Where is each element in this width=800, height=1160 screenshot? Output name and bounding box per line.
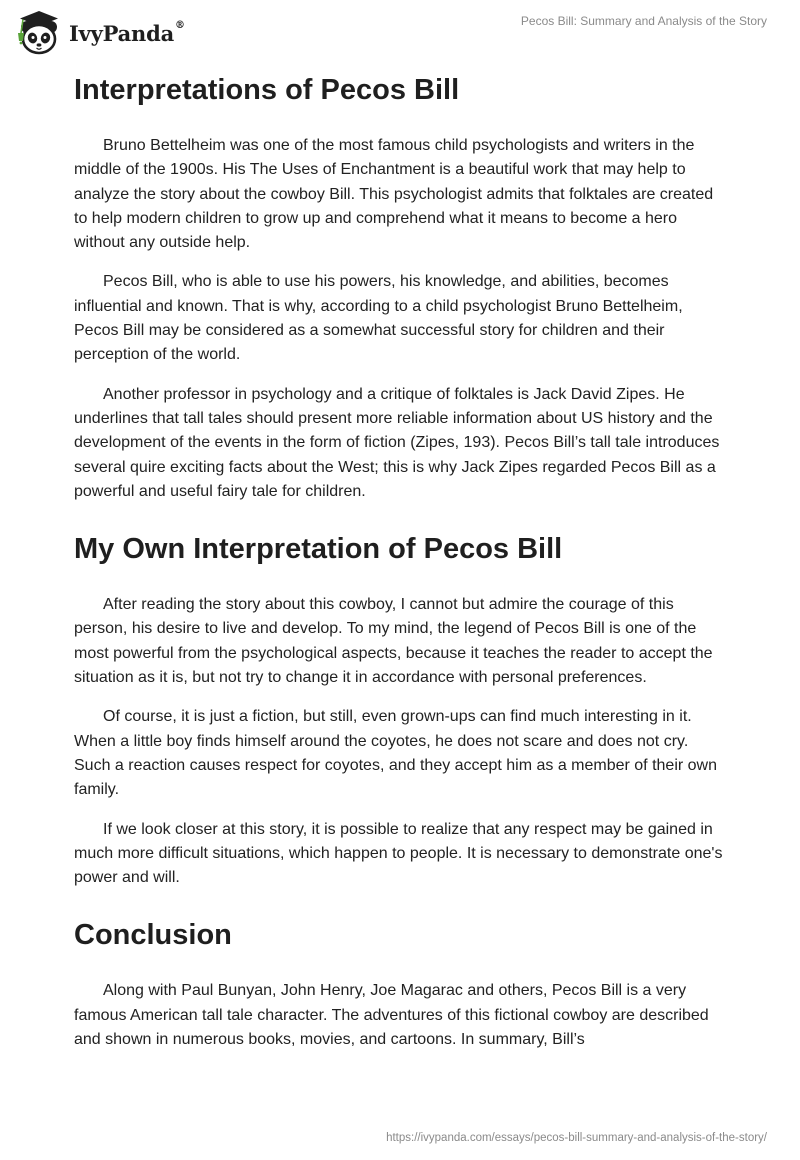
section-heading: Interpretations of Pecos Bill — [74, 74, 460, 106]
paragraph: Pecos Bill, who is able to use his powers, his knowledge, and abilities, becomes influential and known. That is why, according to a child psychologist Bruno Bettelheim, Pecos Bill may be considered as a somewhat successful story for children and their perception of the world. — [74, 273, 683, 364]
paragraph: If we look closer at this story, it is possible to realize that any respect may be gained in much more difficult situations, which happen to people. It is necessary to demonstrate one's power and will. — [74, 820, 723, 887]
section-heading: My Own Interpretation of Pecos Bill — [74, 533, 563, 566]
panda-graduate-icon — [14, 8, 66, 56]
paragraph: Bruno Bettelheim was one of the most famous child psychologists and writers in the middle of the 1900s. His The Uses of Enchantment is a beautiful work that may help to analyze the story about the cowboy Bill. This psychologist admits that folktales are created to help modern children to grow up and comprehend what it means to become a hero without any outside help. — [74, 137, 714, 252]
registered-mark: ® — [175, 19, 185, 31]
article-body — [74, 70, 728, 1077]
ivypanda-logo[interactable] — [14, 8, 185, 56]
section-own-interpretation — [74, 529, 728, 915]
page-header — [0, 0, 800, 62]
section-interpretations — [74, 70, 728, 529]
brand-name: IvyPanda® — [69, 19, 185, 46]
paragraph: Of course, it is just a fiction, but still, even grown-ups can find much interesting in it. When a little boy finds himself around the coyotes, he does not scare and does not cry. Such a reaction causes respect for coyotes, and they accept him as a member of their own family. — [74, 708, 717, 799]
section-heading: Conclusion — [74, 919, 232, 952]
source-url[interactable]: https://ivypanda.com/essays/pecos-bill-summary-and-analysis-of-the-story/ — [386, 1132, 767, 1144]
paragraph: Along with Paul Bunyan, John Henry, Joe Magarac and others, Pecos Bill is a very famous American tall tale character. The adventures of this fictional cowboy are described and shown in numerous books, movies, and cartoons. In summary, Bill’s — [74, 982, 709, 1049]
section-conclusion — [74, 915, 728, 1077]
paragraph: After reading the story about this cowboy, I cannot but admire the courage of this person, his desire to live and develop. To my mind, the legend of Pecos Bill is one of the most powerful from the psychological aspects, because it teaches the reader to accept the situation as it is, but not try to change it in accordance with personal preferences. — [74, 596, 713, 687]
document-title: Pecos Bill: Summary and Analysis of the Story — [520, 14, 767, 28]
paragraph: Another professor in psychology and a critique of folktales is Jack David Zipes. He underlines that tall tales should present more reliable information about US history and the development of the events in the form of fiction (Zipes, 193). Pecos Bill’s tall tale introduces several quire exciting facts about the West; this is why Jack Zipes regarded Pecos Bill as a powerful and useful fairy tale for children. — [74, 385, 720, 500]
